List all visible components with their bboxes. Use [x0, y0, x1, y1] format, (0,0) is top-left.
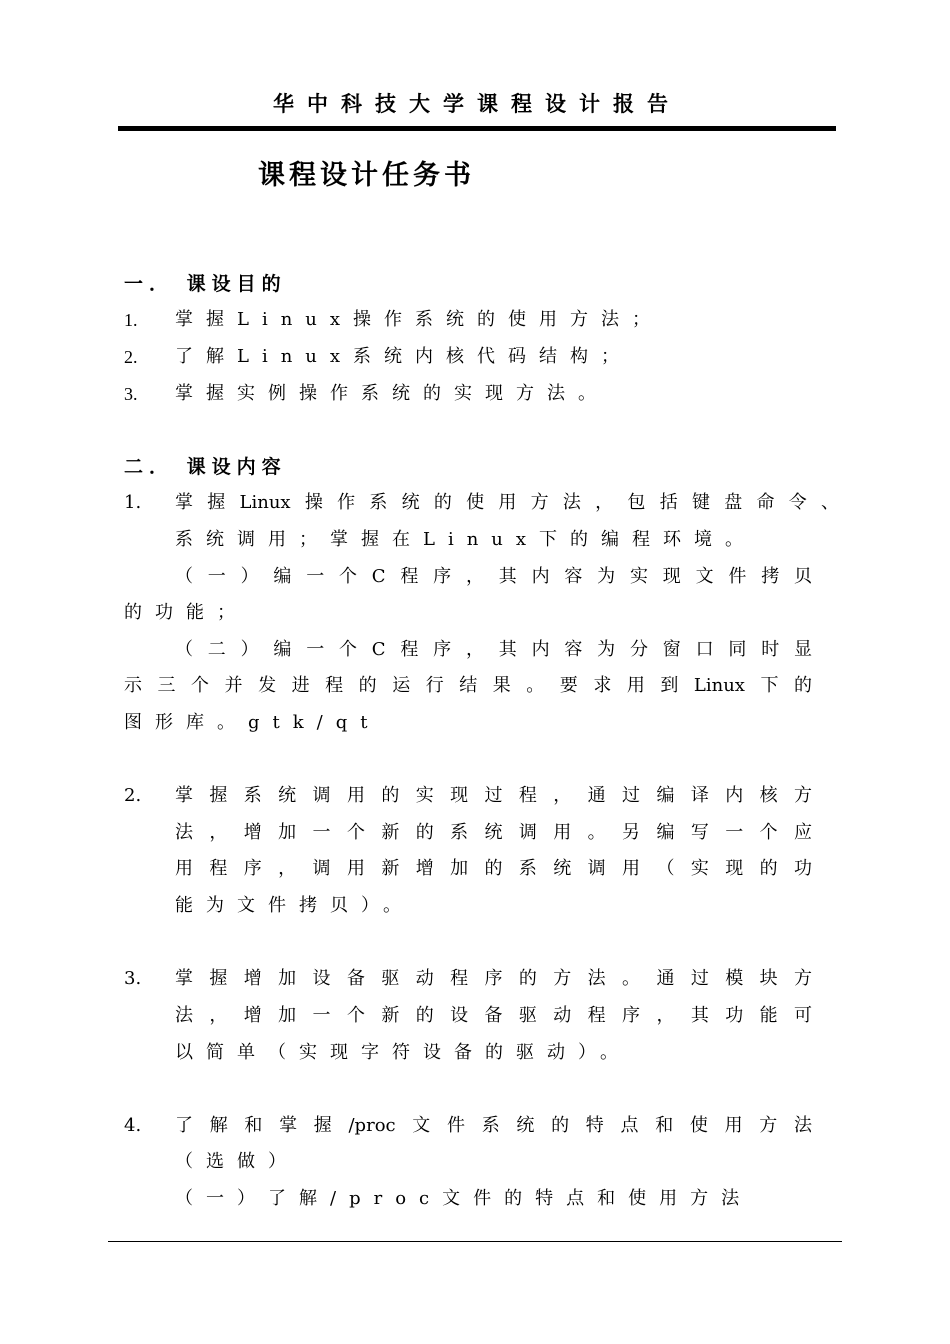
- list-item: 2.: [124, 347, 138, 367]
- paragraph-line: 能为文件拷贝）。: [175, 895, 414, 916]
- paragraph-line: 掌握Linux操作系统的使用方法，包括键盘命令、: [175, 492, 839, 513]
- paragraph-line: 用程序，调用新增加的系统调用（实现的功: [175, 858, 812, 879]
- paragraph-line: 的功能；: [124, 602, 248, 623]
- paragraph-line: 系统调用；掌握在Linux下的编程环境。: [175, 529, 757, 550]
- list-item-number: 4.: [124, 1115, 142, 1136]
- paragraph-line: （一）了解/proc文件的特点和使用方法: [175, 1188, 753, 1209]
- section-heading-purpose: 一． 课设目的: [124, 273, 287, 295]
- paragraph-line: （一）编一个C程序，其内容为实现文件拷贝: [175, 566, 812, 587]
- paragraph-line: 示三个并发进程的运行结果。要求用到Linux下的: [124, 675, 812, 696]
- paragraph-line: （选做）: [175, 1151, 299, 1172]
- list-item: 3.: [124, 384, 138, 404]
- paragraph-line: 掌握系统调用的实现过程，通过编译内核方: [175, 785, 812, 806]
- report-header-title: 华中科技大学课程设计报告: [273, 91, 681, 116]
- paragraph-line: 以简单（实现字符设备的驱动）。: [175, 1042, 631, 1063]
- paragraph-line: 掌握增加设备驱动程序的方法。通过模块方: [175, 968, 812, 989]
- list-item-text: 掌握Linux操作系统的使用方法；: [175, 309, 664, 330]
- paragraph-line: （二）编一个C程序，其内容为分窗口同时显: [175, 639, 812, 660]
- list-item-text: 掌握实例操作系统的实现方法。: [175, 383, 609, 404]
- list-item-text: 了解Linux系统内核代码结构；: [175, 346, 633, 367]
- paragraph-line: 了解和掌握/proc文件系统的特点和使用方法: [175, 1115, 812, 1136]
- paragraph-line: 法，增加一个新的设备驱动程序，其功能可: [175, 1005, 812, 1026]
- list-item: 1.: [124, 310, 138, 330]
- section-heading-content: 二． 课设内容: [124, 456, 287, 478]
- document-title: 课程设计任务书: [258, 160, 475, 191]
- footer-rule: [108, 1241, 842, 1242]
- list-item-number: 3.: [124, 968, 142, 989]
- list-item-number: 1.: [124, 492, 142, 513]
- list-item-number: 2.: [124, 785, 142, 806]
- paragraph-line: 图形库。gtk/qt: [124, 712, 381, 733]
- paragraph-line: 法，增加一个新的系统调用。另编写一个应: [175, 822, 812, 843]
- header-rule: [118, 126, 836, 131]
